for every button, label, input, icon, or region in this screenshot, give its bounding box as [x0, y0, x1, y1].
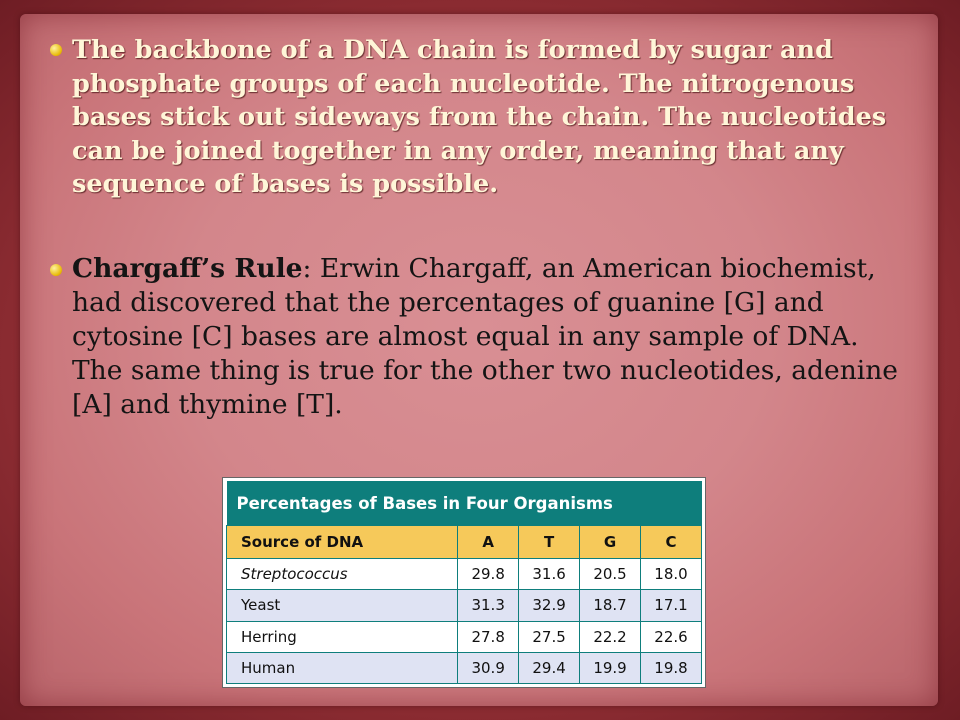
cell-a: 29.8	[458, 559, 519, 590]
row-source: Streptococcus	[227, 559, 458, 590]
bullet-dot-icon	[50, 264, 62, 276]
bullet-chargaff-text	[72, 252, 900, 422]
row-source: Herring	[227, 621, 458, 652]
row-source: Human	[227, 652, 458, 683]
bases-table-figure	[222, 477, 706, 688]
header-c: C	[640, 526, 701, 559]
header-source: Source of DNA	[227, 526, 458, 559]
table-row	[227, 559, 702, 590]
bullet-backbone-text: The backbone of a DNA chain is formed by sugar and phosphate groups of each nucleotide. The nitrogenous bases stick out sideways from the chain. The nucleotides can be joined together in any order, meaning that any sequence of bases is possible.	[72, 35, 887, 199]
header-g: G	[580, 526, 641, 559]
cell-g: 22.2	[580, 621, 641, 652]
table-row	[227, 621, 702, 652]
chargaff-rule-title: Chargaff’s Rule	[72, 253, 303, 284]
cell-t: 32.9	[519, 590, 580, 621]
row-source: Yeast	[227, 590, 458, 621]
cell-t: 27.5	[519, 621, 580, 652]
bullet-backbone	[50, 34, 900, 202]
table-title: Percentages of Bases in Four Organisms	[227, 481, 702, 526]
table-header-row	[227, 526, 702, 559]
chargaff-rule-body: : Erwin Chargaff, an American biochemist, had discovered that the percentages of guanine [G] and cytosine [C] bases are almost equal in any sample of DNA. The same thing is true for the other two nucleotides, adenine [A] and thymine [T].	[72, 253, 898, 420]
cell-a: 30.9	[458, 652, 519, 683]
cell-c: 18.0	[640, 559, 701, 590]
cell-g: 18.7	[580, 590, 641, 621]
cell-c: 17.1	[640, 590, 701, 621]
table-row	[227, 590, 702, 621]
bullet-chargaff	[50, 252, 900, 422]
bases-table	[226, 481, 702, 684]
table-row	[227, 652, 702, 683]
cell-c: 22.6	[640, 621, 701, 652]
cell-a: 31.3	[458, 590, 519, 621]
cell-c: 19.8	[640, 652, 701, 683]
cell-g: 20.5	[580, 559, 641, 590]
header-t: T	[519, 526, 580, 559]
cell-g: 19.9	[580, 652, 641, 683]
cell-a: 27.8	[458, 621, 519, 652]
header-a: A	[458, 526, 519, 559]
bullet-dot-icon	[50, 44, 62, 56]
cell-t: 31.6	[519, 559, 580, 590]
cell-t: 29.4	[519, 652, 580, 683]
